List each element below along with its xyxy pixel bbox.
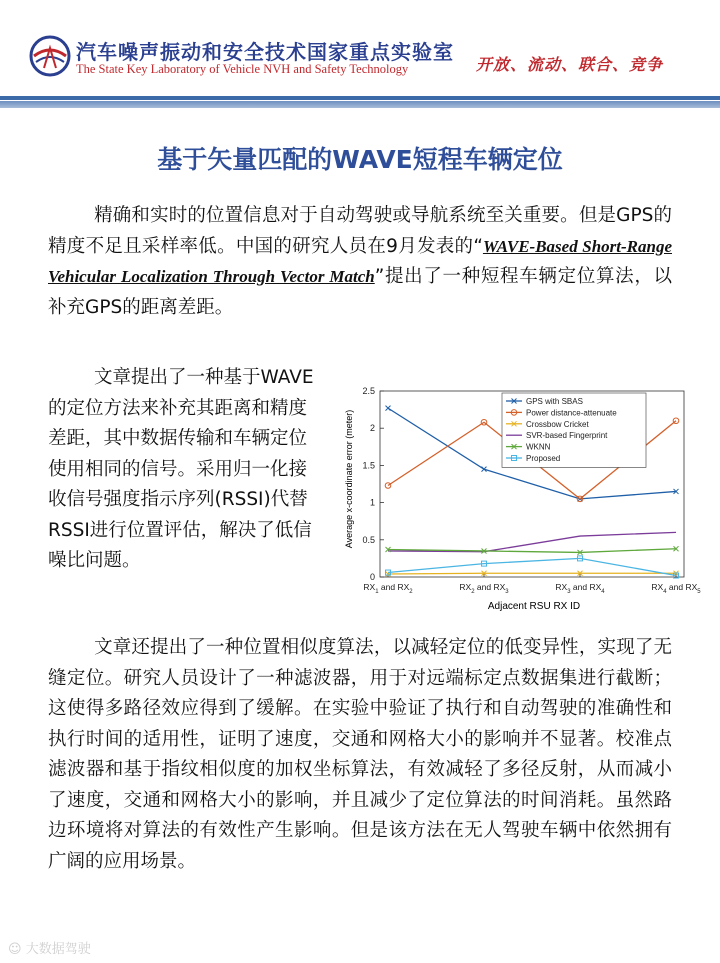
- y-tick-label: 1.5: [362, 460, 375, 471]
- x-tick-text: RX: [363, 582, 376, 592]
- watermark-text: 大数据驾驶: [25, 942, 91, 957]
- paragraph-intro-text-b: ”提出了一种短程车辆定位算法，以补充GPS的距离差距。: [48, 266, 672, 318]
- x-tick-subscript: 4: [663, 589, 667, 595]
- paragraph-method: [48, 363, 315, 577]
- y-tick-label: 2: [369, 423, 375, 434]
- chart-y-axis-label: Average x-coordinate error (meter): [344, 409, 354, 549]
- x-tick-text: and RX: [570, 582, 602, 592]
- legend-entry: Crossbow Cricket: [526, 419, 589, 429]
- legend-entry: Proposed: [526, 454, 561, 463]
- x-tick-subscript: 3: [567, 589, 571, 595]
- watermark: [8, 938, 91, 957]
- error-line-chart: [338, 383, 701, 613]
- series-line: [388, 573, 676, 574]
- x-tick-subscript: 5: [697, 589, 701, 595]
- x-tick-label: [651, 582, 701, 595]
- y-tick-label: 2.5: [362, 386, 375, 396]
- paragraph-intro: [48, 201, 672, 323]
- legend-entry: GPS with SBAS: [526, 397, 583, 406]
- paragraph-results: [48, 633, 672, 877]
- lab-motto: 开放、流动、联合、竞争: [476, 55, 664, 74]
- header-divider: [0, 96, 720, 100]
- chart-x-axis-label: Adjacent RSU RX ID: [487, 601, 581, 612]
- x-tick-text: and RX: [474, 582, 506, 592]
- y-tick-label: 0.5: [362, 534, 375, 545]
- lab-name-en: The State Key Laboratory of Vehicle NVH and Safety Technology: [76, 62, 409, 76]
- chart-legend: [502, 393, 646, 467]
- paragraph-results-text: 文章还提出了一种位置相似度算法，以减轻定位的低变异性，实现了无缝定位。研究人员设计了一种滤波器，用于对远端标定点数据集进行截断；这使得多路径效应得到了缓解。在实验中验证了执行和自动驾驶的准确性和执行时间的适用性，证明了速度，交通和网格大小的影响并不显著。校准点滤波器和基于指纹相似度的加权坐标算法，有效减轻了多径反射，从而减小了速度，交通和网格大小的影响，并且减少了定位算法的时间消耗。虽然路边环境将对算法的有效性产生影响。但是该方法在无人驾驶车辆中依然拥有广阔的应用场景。: [48, 637, 672, 872]
- legend-entry: SVR-based Fingerprint: [526, 431, 608, 441]
- x-tick-text: and RX: [666, 582, 698, 592]
- y-tick-label: 1: [369, 497, 375, 508]
- x-tick-subscript: 1: [375, 589, 379, 595]
- paper-title-link[interactable]: WAVE-Based Short-Range Vehicular Localization Through Vector Match: [48, 236, 672, 286]
- x-tick-subscript: 2: [471, 589, 475, 595]
- x-tick-text: RX: [651, 582, 664, 592]
- x-tick-subscript: 4: [601, 589, 605, 595]
- legend-entry: WKNN: [526, 442, 551, 452]
- x-tick-subscript: 2: [409, 589, 413, 595]
- y-tick-label: 0: [369, 572, 375, 582]
- header-band: [0, 101, 720, 108]
- page-header: [0, 0, 720, 110]
- x-tick-label: [363, 582, 413, 595]
- watermark-icon: ☺: [8, 942, 26, 957]
- lab-logo-icon: [28, 34, 72, 78]
- x-tick-subscript: 3: [505, 589, 509, 595]
- x-tick-text: RX: [459, 582, 472, 592]
- x-tick-label: [555, 582, 605, 595]
- x-tick-text: RX: [555, 582, 568, 592]
- paragraph-method-text: 文章提出了一种基于WAVE的定位方法来补充其距离和精度差距，其中数据传输和车辆定位使用相同的信号。采用归一化接收信号强度指示序列(RSSI)代替RSSI进行位置评估，解决了低信噪比问题。: [48, 367, 314, 571]
- article-title: 基于矢量匹配的WAVE短程车辆定位: [157, 145, 563, 174]
- paragraph-intro-text-a: 精确和实时的位置信息对于自动驾驶或导航系统至关重要。但是GPS的精度不足且采样率低。中国的研究人员在9月发表的“: [48, 205, 672, 257]
- legend-entry: Power distance-attenuate: [526, 408, 617, 418]
- lab-name-cn: 汽车噪声振动和安全技术国家重点实验室: [76, 40, 454, 64]
- x-tick-text: and RX: [378, 582, 410, 592]
- x-tick-label: [459, 582, 509, 595]
